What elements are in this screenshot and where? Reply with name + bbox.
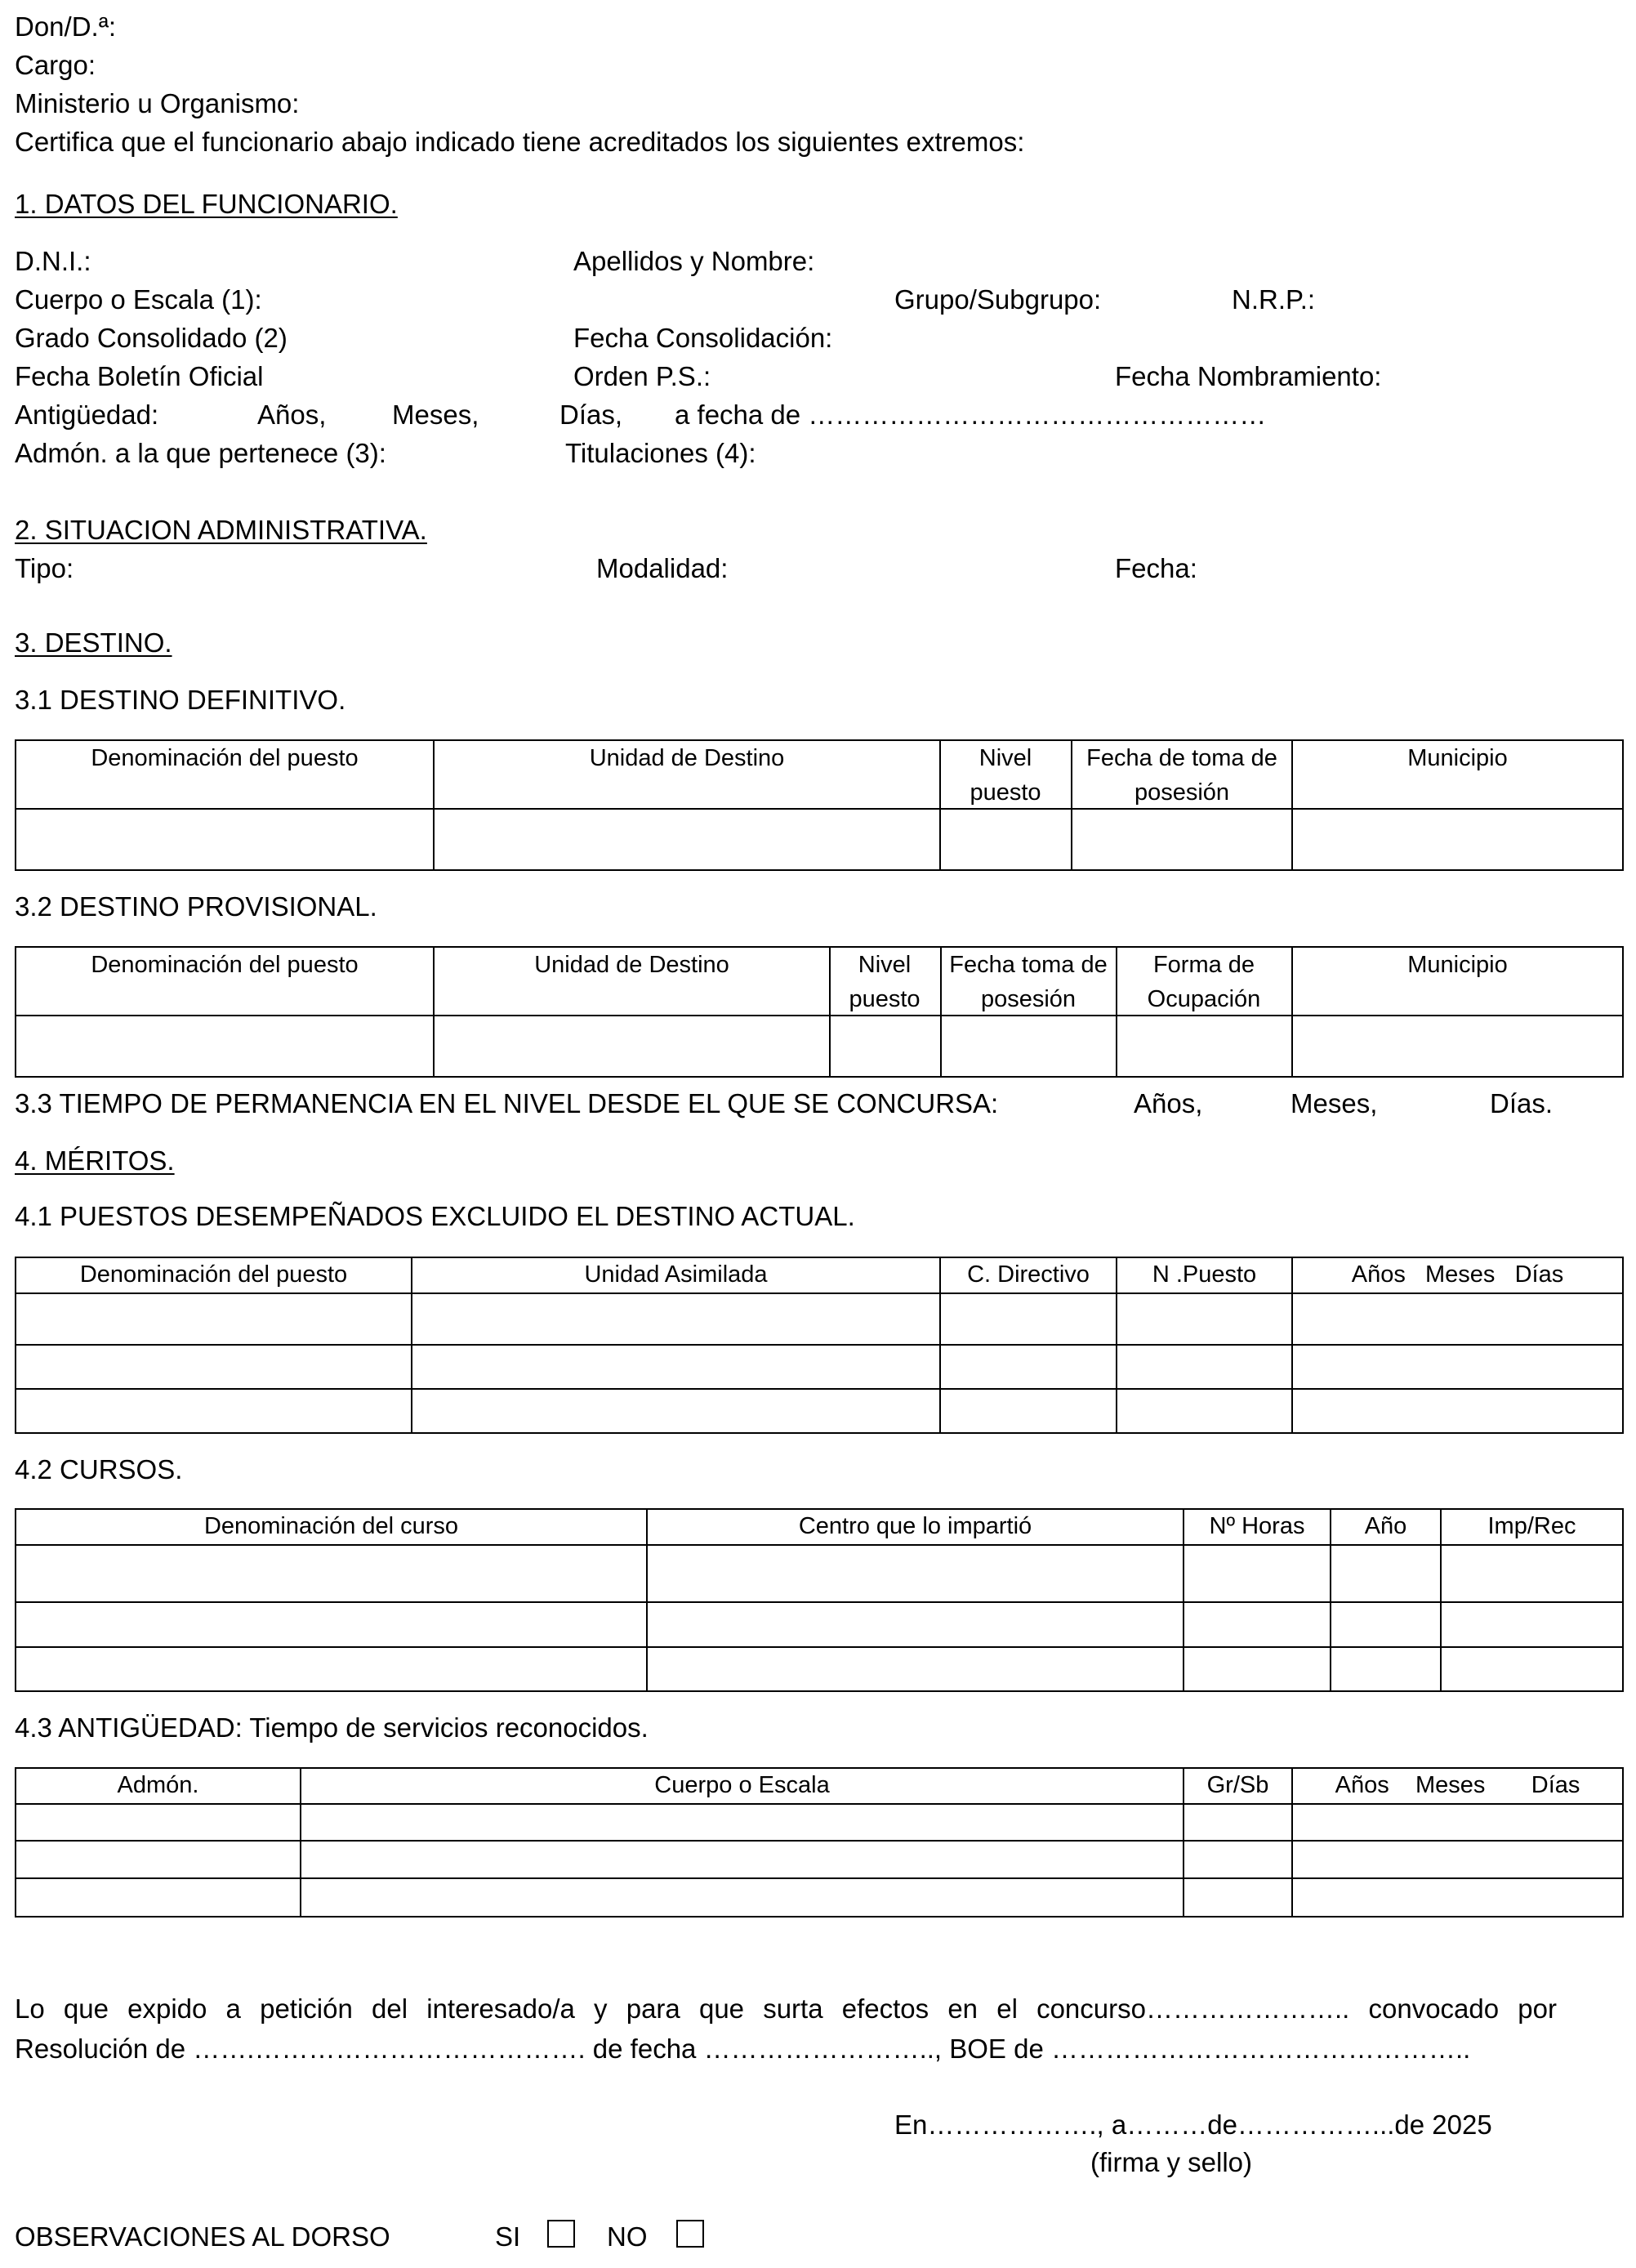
col-horas: Nº Horas: [1209, 1513, 1305, 1539]
destino-definitivo-title: 3.1 DESTINO DEFINITIVO.: [15, 685, 346, 715]
col-denominacion-curso: Denominación del curso: [203, 1513, 459, 1539]
col-c-directivo: C. Directivo: [967, 1261, 1090, 1288]
grupo-label: Grupo/Subgrupo:: [894, 284, 1102, 315]
col-anos-meses-dias: Años Meses Días: [1351, 1261, 1564, 1288]
cuerpo-label: Cuerpo o Escala (1):: [15, 284, 262, 315]
permanencia-label: 3.3 TIEMPO DE PERMANENCIA EN EL NIVEL DESDE EL QUE SE CONCURSA:: [15, 1088, 999, 1118]
section4-title: 4. MÉRITOS.: [15, 1145, 175, 1176]
modalidad-label: Modalidad:: [596, 553, 729, 583]
cursos-table: [15, 1508, 1624, 1692]
admon-label: Admón. a la que pertenece (3):: [15, 438, 386, 468]
permanencia-anos: Años,: [1134, 1088, 1203, 1118]
antiguedad-table: [15, 1767, 1624, 1918]
permanencia-meses: Meses,: [1291, 1088, 1378, 1118]
fecha-label: Fecha:: [1115, 553, 1197, 583]
section3-title: 3. DESTINO.: [15, 627, 172, 658]
col-municipio: Municipio: [1407, 952, 1508, 978]
fecha-consolidacion-label: Fecha Consolidación:: [573, 323, 833, 353]
certifica-text: Certifica que el funcionario abajo indicado tiene acreditados los siguientes extremos:: [15, 127, 1025, 157]
expido-text-line1: Lo que expido a petición del interesado/a y para que surta efectos en el concurso………………….. convocado por: [15, 1993, 1557, 2024]
col-ano: Año: [1364, 1513, 1407, 1539]
antiguedad-title: 4.3 ANTIGÜEDAD: Tiempo de servicios reconocidos.: [15, 1712, 649, 1743]
destino-provisional-table: [15, 946, 1624, 1078]
don-label: Don/D.ª:: [15, 11, 117, 42]
fecha-nombramiento-label: Fecha Nombramiento:: [1115, 361, 1382, 391]
permanencia-dias: Días.: [1490, 1088, 1554, 1118]
col-nivel-puesto: Nivel puesto: [970, 745, 1041, 806]
titulaciones-label: Titulaciones (4):: [565, 438, 756, 468]
col-denominacion: Denominación del puesto: [79, 1261, 348, 1288]
col-fecha-toma: Fecha de toma de posesión: [1086, 745, 1277, 806]
firma-sello-label: (firma y sello): [1090, 2147, 1253, 2177]
expido-text-line2: Resolución de …….………………………………. de fecha …………………….., BOE de ………………………………………..: [15, 2034, 1471, 2064]
col-nivel-puesto: Nivel puesto: [849, 952, 921, 1012]
col-cuerpo-escala: Cuerpo o Escala: [654, 1772, 830, 1798]
col-denominacion: Denominación del puesto: [91, 952, 359, 978]
section1-title: 1. DATOS DEL FUNCIONARIO.: [15, 189, 398, 219]
col-denominacion: Denominación del puesto: [91, 745, 359, 771]
section2-title: 2. SITUACION ADMINISTRATIVA.: [15, 515, 427, 545]
si-label: SI: [495, 2221, 521, 2252]
destino-definitivo-table: [15, 739, 1624, 871]
no-label: NO: [607, 2221, 648, 2252]
grado-label: Grado Consolidado (2): [15, 323, 288, 353]
col-admon: Admón.: [117, 1772, 199, 1798]
col-imp-rec: Imp/Rec: [1487, 1513, 1576, 1539]
cursos-title: 4.2 CURSOS.: [15, 1454, 183, 1484]
fecha-boletin-label: Fecha Boletín Oficial: [15, 361, 264, 391]
dni-label: D.N.I.:: [15, 246, 91, 276]
lugar-fecha-line: En………………., a………de……………...de 2025: [894, 2110, 1492, 2140]
antiguedad-meses: Meses,: [392, 400, 479, 430]
no-checkbox[interactable]: [676, 2220, 704, 2248]
antiguedad-dias: Días,: [559, 400, 623, 430]
antiguedad-label: Antigüedad:: [15, 400, 159, 430]
tipo-label: Tipo:: [15, 553, 74, 583]
col-unidad-destino: Unidad de Destino: [589, 745, 785, 771]
col-gr-sb: Gr/Sb: [1206, 1772, 1269, 1798]
orden-label: Orden P.S.:: [573, 361, 711, 391]
nrp-label: N.R.P.:: [1232, 284, 1316, 315]
col-n-puesto: N .Puesto: [1152, 1261, 1257, 1288]
col-anos-meses-dias: Años Meses Días: [1335, 1772, 1580, 1798]
cargo-label: Cargo:: [15, 50, 96, 80]
puestos-table: [15, 1257, 1624, 1434]
antiguedad-anos: Años,: [257, 400, 327, 430]
col-unidad-asimilada: Unidad Asimilada: [584, 1261, 768, 1288]
col-fecha-toma: Fecha toma de posesión: [949, 952, 1108, 1012]
si-checkbox[interactable]: [547, 2220, 575, 2248]
destino-provisional-title: 3.2 DESTINO PROVISIONAL.: [15, 891, 377, 922]
col-forma-ocupacion: Forma de Ocupación: [1147, 952, 1261, 1012]
observaciones-label: OBSERVACIONES AL DORSO: [15, 2221, 390, 2252]
col-unidad-destino: Unidad de Destino: [534, 952, 729, 978]
puestos-title: 4.1 PUESTOS DESEMPEÑADOS EXCLUIDO EL DESTINO ACTUAL.: [15, 1201, 855, 1231]
antiguedad-a-fecha: a fecha de ……………………………………………: [675, 400, 1267, 430]
col-municipio: Municipio: [1407, 745, 1508, 771]
col-centro: Centro que lo impartió: [798, 1513, 1032, 1539]
apellidos-label: Apellidos y Nombre:: [573, 246, 815, 276]
ministerio-label: Ministerio u Organismo:: [15, 88, 300, 118]
